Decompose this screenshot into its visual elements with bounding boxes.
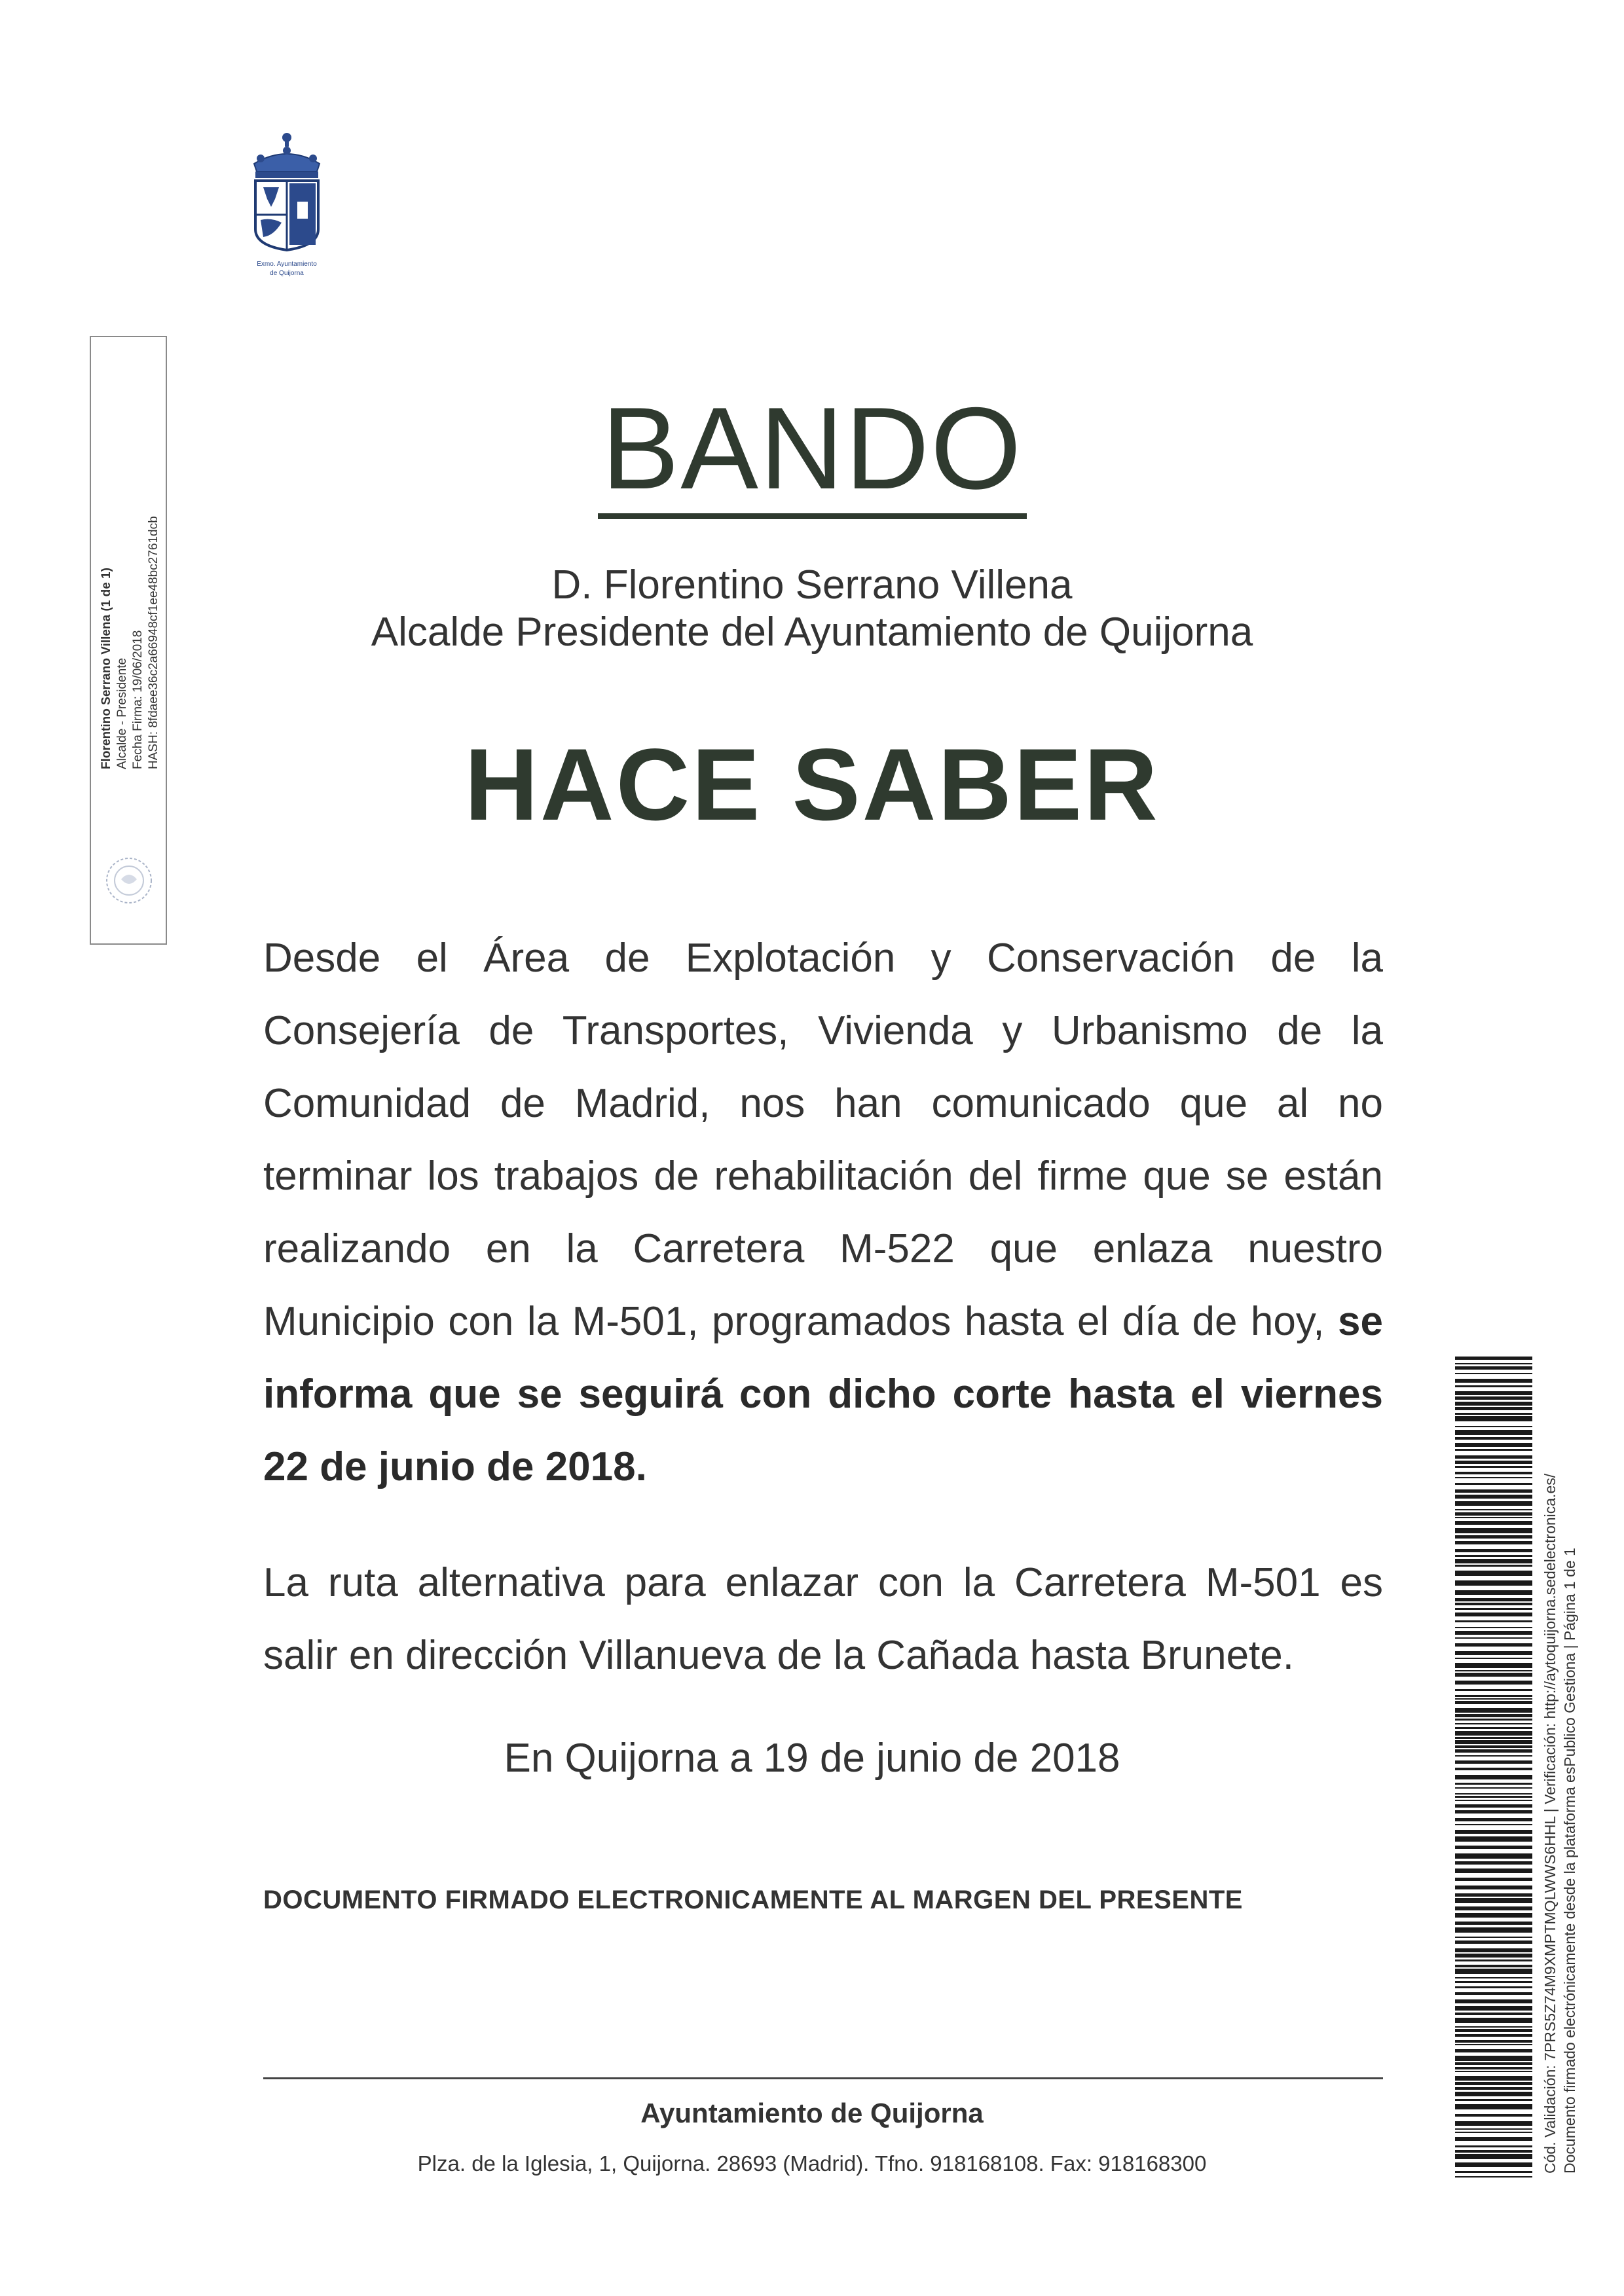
- signature-hash: HASH: 8fdaee36c2a66948cf1ee48bc2761dcb: [147, 516, 160, 769]
- document-title: [0, 383, 1624, 513]
- mayor-position: Alcalde Presidente del Ayuntamiento de Quijorna: [371, 610, 1253, 655]
- footer-address: Plza. de la Iglesia, 1, Quijorna. 28693 (Madrid). Tfno. 918168108. Fax: 918168300: [417, 2151, 1207, 2176]
- body-paragraph-1: [263, 922, 1383, 1503]
- signature-role: Alcalde - Presidente: [115, 657, 129, 769]
- signed-note: DOCUMENTO FIRMADO ELECTRONICAMENTE AL MARGEN DEL PRESENTE: [263, 1886, 1243, 1914]
- body-paragraph-1-bold: se informa que se seguirá con dicho corte hasta el viernes 22 de junio de 2018.: [263, 1299, 1383, 1489]
- validation-text: [1540, 1349, 1599, 2174]
- mayor-name: D. Florentino Serrano Villena: [551, 562, 1073, 608]
- body-paragraph-1-text: Desde el Área de Explotación y Conservación de la Consejería de Transportes, Vivienda y Urbanismo de la Comunidad de Madrid, nos han comunicado que al no terminar los trabajos de rehabilitación del firme que se están realizando en la Carretera M-522 que enlaza nuestro Municipio con la M-501, programados hasta el día de hoy,: [263, 936, 1383, 1344]
- validation-line-1: Cód. Validación: 7PRS5Z74M9XMPTMQLWWS6HHL | Verificación: http://aytoquijorna.sedelectronica.es/: [1541, 1473, 1559, 2174]
- place-date: En Quijorna a 19 de junio de 2018: [504, 1736, 1120, 1781]
- barcode-icon: [1455, 1357, 1532, 2180]
- crest-icon: [234, 131, 339, 282]
- footer-divider: [263, 2077, 1383, 2079]
- signature-name: Florentino Serrano Villena (1 de 1): [100, 568, 113, 769]
- document-title-text: BANDO: [598, 383, 1027, 519]
- crest-caption-1: Exmo. Ayuntamiento: [257, 261, 317, 268]
- footer-name: Ayuntamiento de Quijorna: [640, 2098, 984, 2128]
- announcement-heading: HACE SABER: [464, 728, 1160, 842]
- body-paragraph-2: La ruta alternativa para enlazar con la Carretera M-501 es salir en dirección Villanueva de la Cañada hasta Brunete.: [263, 1560, 1383, 1678]
- signature-date: Fecha Firma: 19/06/2018: [131, 630, 145, 769]
- crest-caption-2: de Quijorna: [270, 270, 304, 277]
- signature-stamp-icon: [101, 841, 157, 920]
- validation-line-2: Documento firmado electrónicamente desde la plataforma esPublico Gestiona | Página 1 de 1: [1561, 1548, 1578, 2174]
- municipal-crest-logo: [234, 131, 339, 282]
